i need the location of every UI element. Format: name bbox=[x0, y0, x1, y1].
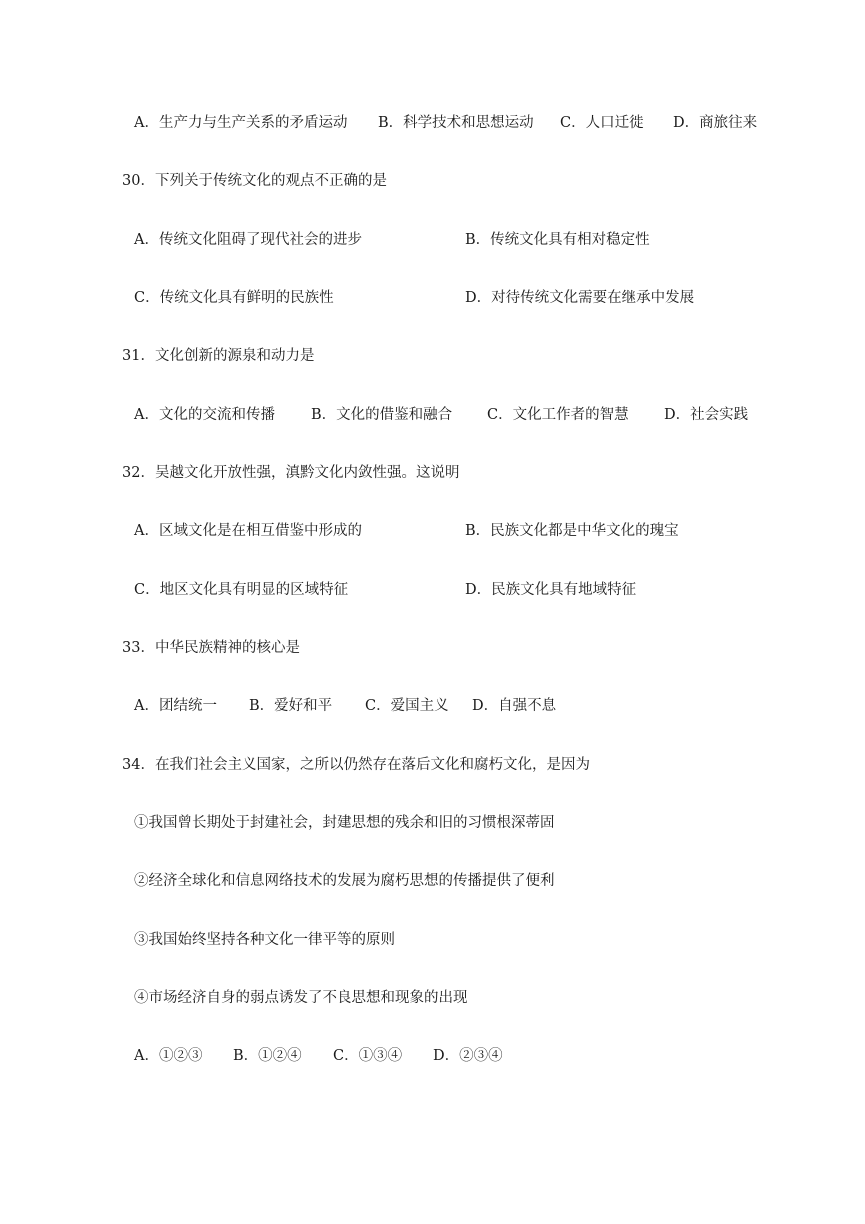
q33-stem: 33．中华民族精神的核心是 bbox=[122, 640, 300, 656]
q30-option-c: C．传统文化具有鲜明的民族性 bbox=[134, 290, 334, 306]
q34-statement-2: ②经济全球化和信息网络技术的发展为腐朽思想的传播提供了便利 bbox=[134, 873, 555, 889]
q29-option-a: A．生产力与生产关系的矛盾运动 bbox=[134, 115, 348, 131]
q30-option-d: D．对待传统文化需要在继承中发展 bbox=[465, 290, 695, 306]
q30-option-b: B．传统文化具有相对稳定性 bbox=[465, 232, 650, 248]
q29-option-c: C．人口迁徙 bbox=[560, 115, 644, 131]
q33-option-c: C．爱国主义 bbox=[365, 698, 449, 714]
q33-option-b: B．爱好和平 bbox=[249, 698, 333, 714]
q32-option-b: B．民族文化都是中华文化的瑰宝 bbox=[465, 523, 679, 539]
q30-stem: 30．下列关于传统文化的观点不正确的是 bbox=[122, 173, 387, 189]
q29-option-b: B．科学技术和思想运动 bbox=[378, 115, 534, 131]
q34-statement-4: ④市场经济自身的弱点诱发了不良思想和现象的出现 bbox=[134, 990, 468, 1006]
q31-stem: 31．文化创新的源泉和动力是 bbox=[122, 348, 315, 364]
q34-stem: 34．在我们社会主义国家，之所以仍然存在落后文化和腐朽文化，是因为 bbox=[122, 757, 590, 773]
q30-option-a: A．传统文化阻碍了现代社会的进步 bbox=[134, 232, 362, 248]
q31-option-d: D．社会实践 bbox=[664, 407, 749, 423]
q32-option-a: A．区域文化是在相互借鉴中形成的 bbox=[134, 523, 362, 539]
q34-option-b: B．①②④ bbox=[233, 1048, 302, 1064]
q34-statement-1: ①我国曾长期处于封建社会，封建思想的残余和旧的习惯根深蒂固 bbox=[134, 815, 555, 831]
q34-option-d: D．②③④ bbox=[433, 1048, 503, 1064]
q31-option-c: C．文化工作者的智慧 bbox=[487, 407, 629, 423]
q34-option-a: A．①②③ bbox=[134, 1048, 203, 1064]
q34-option-c: C．①③④ bbox=[333, 1048, 403, 1064]
q32-stem: 32．吴越文化开放性强，滇黔文化内敛性强。这说明 bbox=[122, 465, 460, 481]
q32-option-d: D．民族文化具有地域特征 bbox=[465, 582, 637, 598]
q33-option-a: A．团结统一 bbox=[134, 698, 217, 714]
q29-option-d: D．商旅往来 bbox=[673, 115, 758, 131]
q31-option-a: A．文化的交流和传播 bbox=[134, 407, 275, 423]
q31-option-b: B．文化的借鉴和融合 bbox=[311, 407, 453, 423]
q34-statement-3: ③我国始终坚持各种文化一律平等的原则 bbox=[134, 932, 395, 948]
q33-option-d: D．自强不息 bbox=[472, 698, 557, 714]
q32-option-c: C．地区文化具有明显的区域特征 bbox=[134, 582, 349, 598]
